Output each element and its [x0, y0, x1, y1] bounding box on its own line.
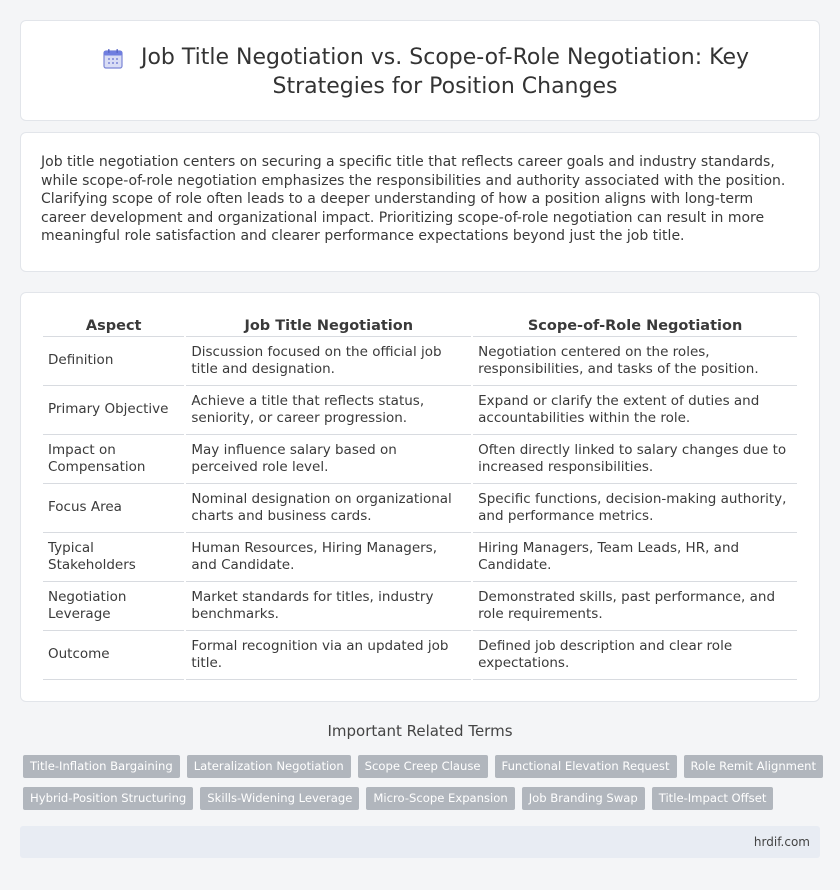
- row-aspect: Focus Area: [43, 484, 184, 533]
- tag-link[interactable]: Title-Impact Offset: [652, 787, 774, 810]
- row-job-title: Formal recognition via an updated job title.: [186, 631, 471, 680]
- comparison-card: [20, 292, 820, 702]
- tag-link[interactable]: Job Branding Swap: [522, 787, 645, 810]
- footer-site[interactable]: hrdif.com: [753, 835, 810, 849]
- table-row: [43, 582, 797, 631]
- row-aspect: Typical Stakeholders: [43, 533, 184, 582]
- title-wrap: [21, 43, 819, 101]
- row-aspect: Negotiation Leverage: [43, 582, 184, 631]
- table-row: [43, 435, 797, 484]
- row-job-title: Market standards for titles, industry benchmarks.: [186, 582, 471, 631]
- header-scope-of-role: Scope-of-Role Negotiation: [473, 315, 797, 337]
- footer: [20, 826, 820, 858]
- row-job-title: Discussion focused on the official job title and designation.: [186, 337, 471, 386]
- header-aspect: Aspect: [43, 315, 184, 337]
- intro-card: [20, 132, 820, 272]
- tag-link[interactable]: Scope Creep Clause: [358, 755, 488, 778]
- tag-link[interactable]: Micro-Scope Expansion: [366, 787, 514, 810]
- tag-link[interactable]: Functional Elevation Request: [495, 755, 677, 778]
- tag-link[interactable]: Title-Inflation Bargaining: [23, 755, 180, 778]
- tag-row: [23, 755, 816, 778]
- row-scope: Hiring Managers, Team Leads, HR, and Candidate.: [473, 533, 797, 582]
- comparison-table: [41, 315, 799, 680]
- row-scope: Demonstrated skills, past performance, and role requirements.: [473, 582, 797, 631]
- tag-link[interactable]: Lateralization Negotiation: [187, 755, 351, 778]
- calendar-icon: [101, 47, 125, 71]
- table-row: [43, 484, 797, 533]
- table-header-row: [43, 315, 797, 337]
- row-scope: Expand or clarify the extent of duties and accountabilities within the role.: [473, 386, 797, 435]
- table-row: [43, 337, 797, 386]
- tag-row: [23, 787, 803, 810]
- table-row: [43, 631, 797, 680]
- tag-link[interactable]: Role Remit Alignment: [684, 755, 823, 778]
- title-card: [20, 20, 820, 121]
- row-aspect: Primary Objective: [43, 386, 184, 435]
- related-terms-heading: Important Related Terms: [327, 722, 513, 740]
- row-job-title: Human Resources, Hiring Managers, and Candidate.: [186, 533, 471, 582]
- row-scope: Negotiation centered on the roles, responsibilities, and tasks of the position.: [473, 337, 797, 386]
- row-job-title: Achieve a title that reflects status, seniority, or career progression.: [186, 386, 471, 435]
- related-terms-list: [23, 755, 816, 819]
- table-row: [43, 533, 797, 582]
- row-scope: Defined job description and clear role expectations.: [473, 631, 797, 680]
- row-aspect: Definition: [43, 337, 184, 386]
- tag-link[interactable]: Hybrid-Position Structuring: [23, 787, 193, 810]
- row-aspect: Outcome: [43, 631, 184, 680]
- table-row: [43, 386, 797, 435]
- tag-link[interactable]: Skills-Widening Leverage: [200, 787, 359, 810]
- row-scope: Often directly linked to salary changes due to increased responsibilities.: [473, 435, 797, 484]
- row-job-title: Nominal designation on organizational charts and business cards.: [186, 484, 471, 533]
- intro-paragraph: Job title negotiation centers on securing a specific title that reflects career goals and industry standards, while scope-of-role negotiation emphasizes the responsibilities and authority associated with the position. Clarifying scope of role often leads to a deeper understanding of how a position aligns with long-term career development and organizational impact. Prioritizing scope-of-role negotiation can result in more meaningful role satisfaction and clearer performance expectations beyond just the job title.: [41, 154, 786, 245]
- header-job-title: Job Title Negotiation: [186, 315, 471, 337]
- page-title: Job Title Negotiation vs. Scope-of-Role Negotiation: Key Strategies for Position Changes: [140, 45, 750, 99]
- row-job-title: May influence salary based on perceived role level.: [186, 435, 471, 484]
- row-aspect: Impact on Compensation: [43, 435, 184, 484]
- row-scope: Specific functions, decision-making authority, and performance metrics.: [473, 484, 797, 533]
